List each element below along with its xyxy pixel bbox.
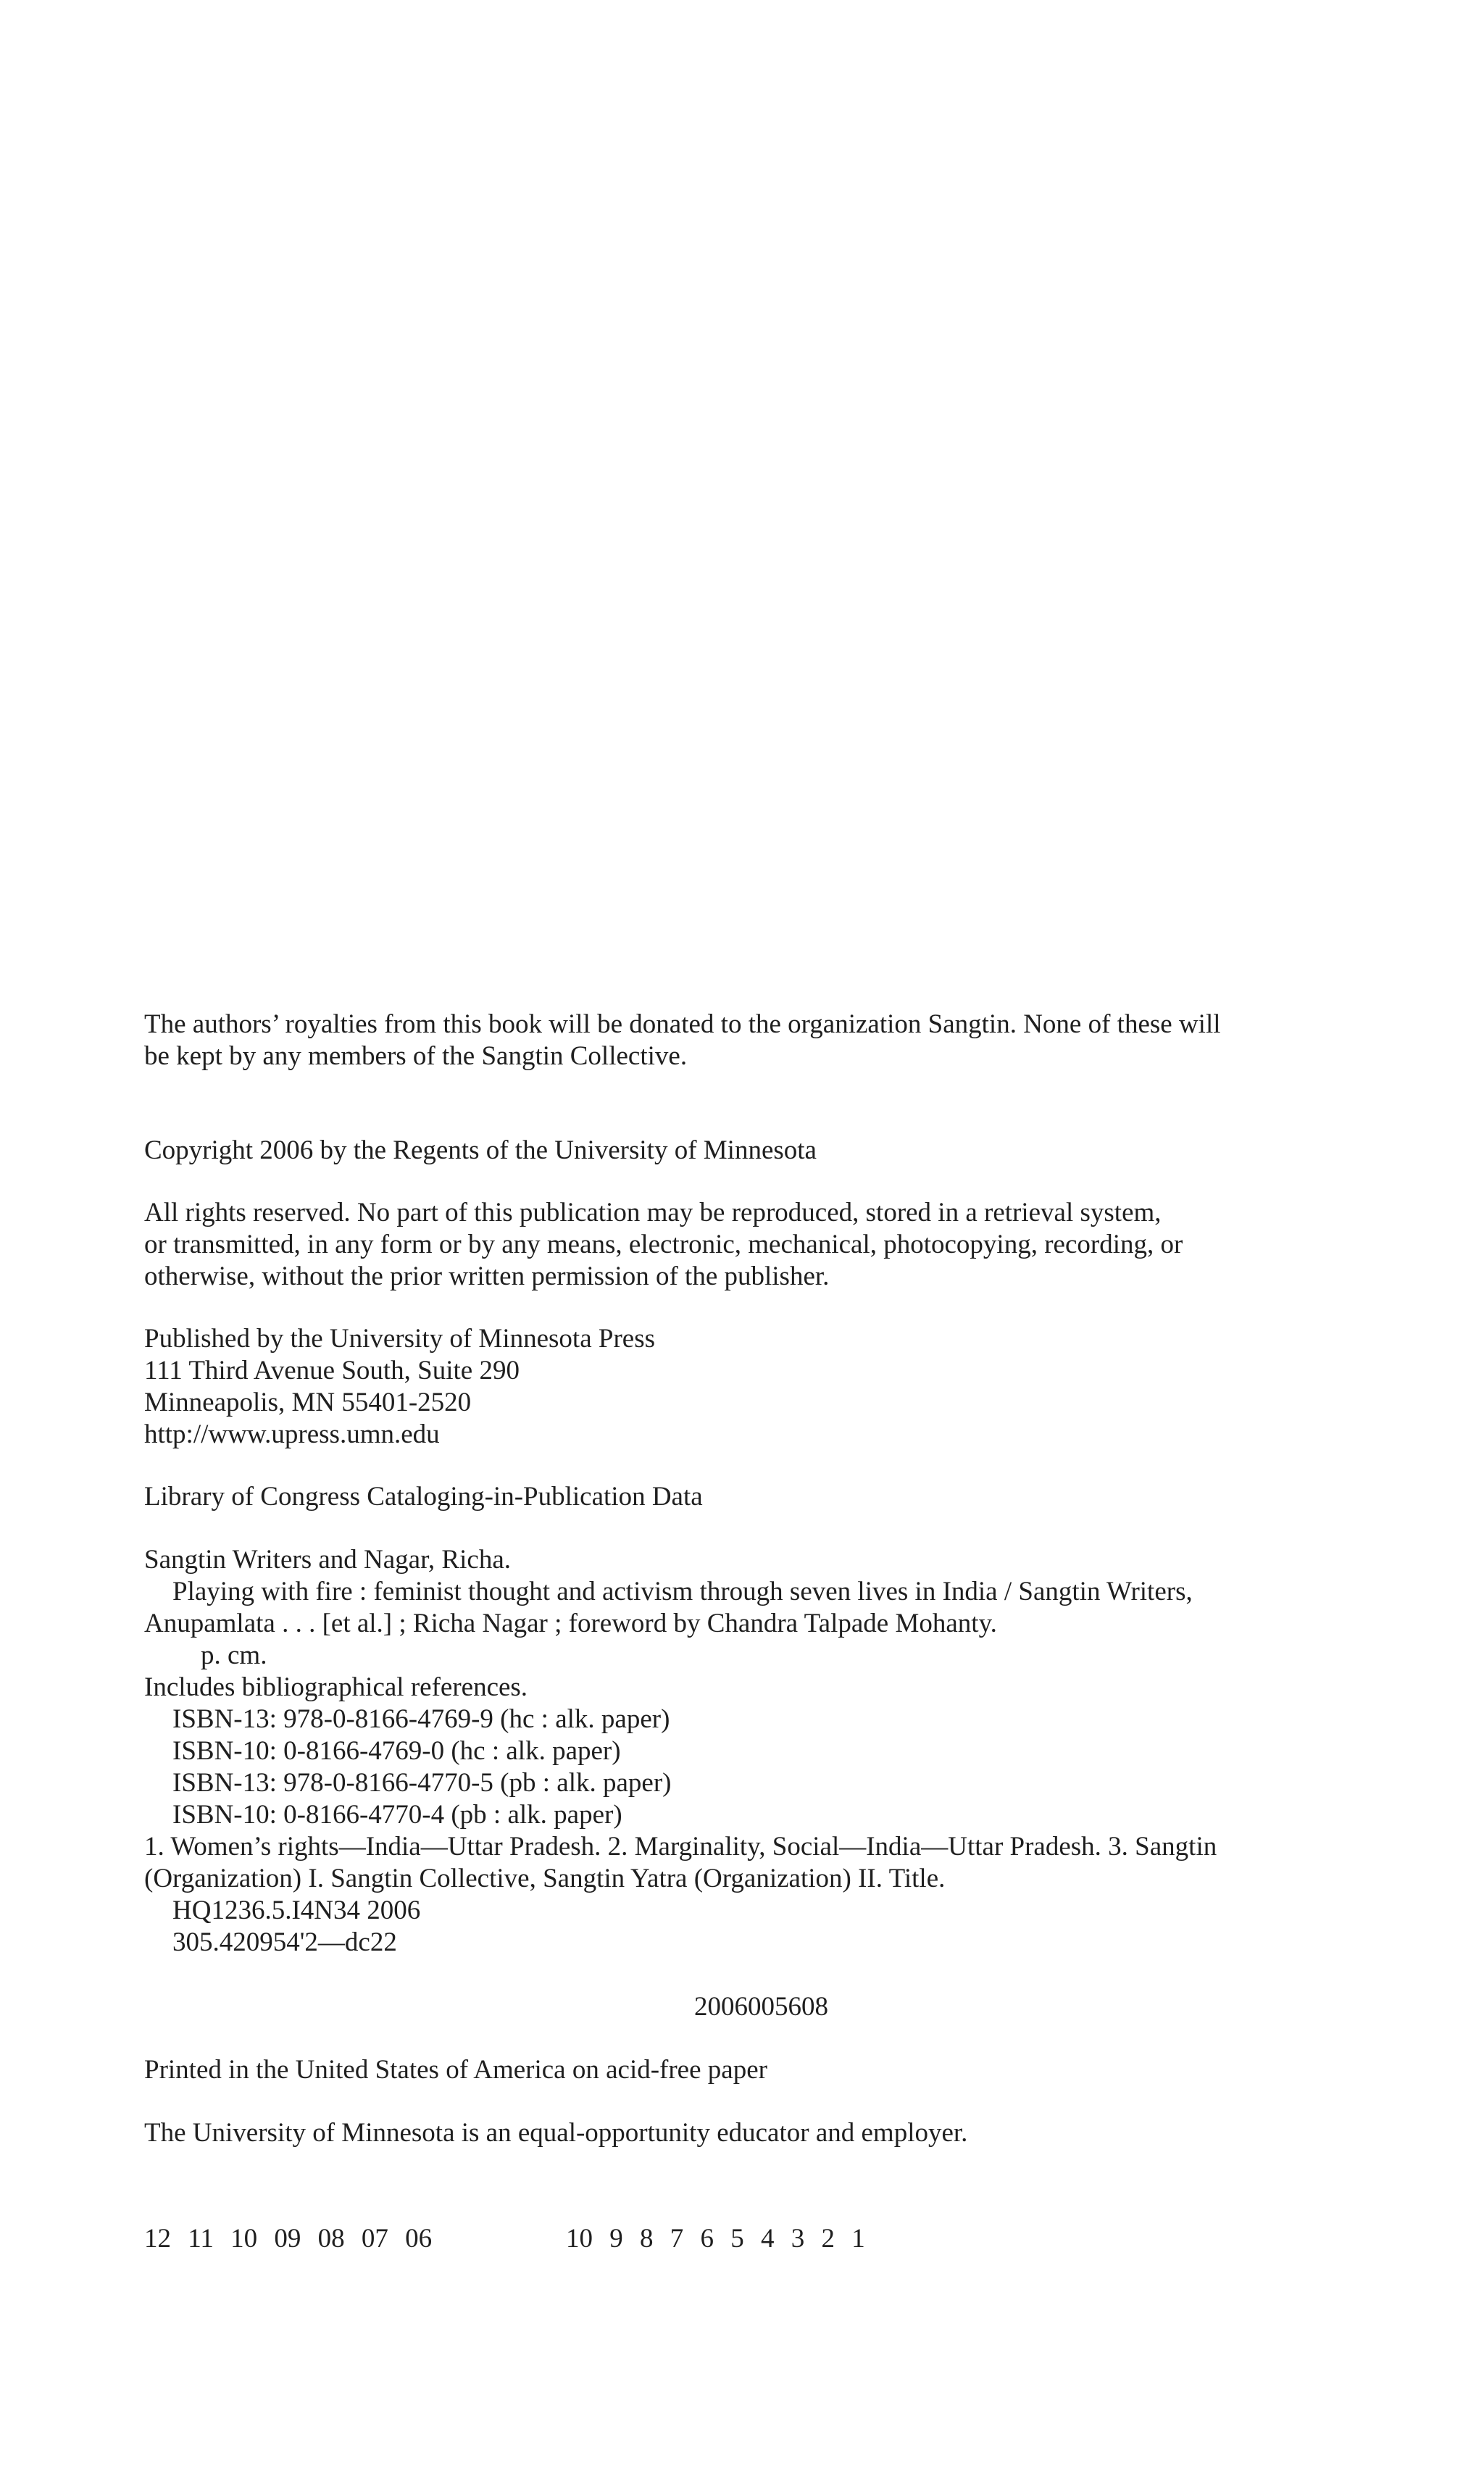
equal-opportunity-notice xyxy=(144,2117,1376,2149)
printed-line: Printed in the United States of America on acid-free paper xyxy=(144,2055,767,2085)
cip-pcm: p. cm. xyxy=(201,1640,267,1670)
cip-dewey: 305.420954'2—dc22 xyxy=(172,1927,397,1957)
copyright-line: Copyright 2006 by the Regents of the University of Minnesota xyxy=(144,1135,817,1165)
cip-author: Sangtin Writers and Nagar, Richa. xyxy=(144,1545,511,1575)
cip-lccn: 2006005608 xyxy=(694,1992,828,2022)
rights-notice xyxy=(144,1197,1376,1293)
cip-isbn-2: ISBN-10: 0-8166-4769-0 (hc : alk. paper) xyxy=(172,1736,621,1766)
cip-subjects-line-1: 1. Women’s rights—India—Uttar Pradesh. 2. Marginality, Social—India—Uttar Pradesh. 3. Sangtin xyxy=(144,1832,1217,1861)
copyright-notice xyxy=(144,1135,1376,1167)
cip-subjects-line-2: (Organization) I. Sangtin Collective, Sangtin Yatra (Organization) II. Title. xyxy=(144,1864,946,1893)
royalties-notice xyxy=(144,1009,1376,1072)
rights-line-1: All rights reserved. No part of this publication may be reproduced, stored in a retrieval system, xyxy=(144,1198,1162,1227)
cip-heading xyxy=(144,1481,1376,1513)
publisher-address xyxy=(144,1323,1376,1451)
publisher-name: Published by the University of Minnesota Press xyxy=(144,1324,656,1354)
cip-title-line-1: Playing with fire : feminist thought and activism through seven lives in India / Sangtin Writers, xyxy=(172,1577,1193,1606)
publisher-city: Minneapolis, MN 55401-2520 xyxy=(144,1388,472,1417)
equal-opportunity-line: The University of Minnesota is an equal-opportunity educator and employer. xyxy=(144,2118,968,2148)
cip-isbn-4: ISBN-10: 0-8166-4770-4 (pb : alk. paper) xyxy=(172,1800,622,1830)
cip-includes: Includes bibliographical references. xyxy=(144,1672,528,1702)
publisher-street: 111 Third Avenue South, Suite 290 xyxy=(144,1356,520,1385)
rights-line-2: or transmitted, in any form or by any means, electronic, mechanical, photocopying, recording, or xyxy=(144,1230,1183,1259)
cip-isbn-3: ISBN-13: 978-0-8166-4770-5 (pb : alk. paper) xyxy=(172,1768,672,1798)
printing-years: 12 11 10 09 08 07 06 xyxy=(144,2224,433,2254)
royalties-line-2: be kept by any members of the Sangtin Collective. xyxy=(144,1041,688,1071)
cip-isbn-1: ISBN-13: 978-0-8166-4769-9 (hc : alk. paper) xyxy=(172,1704,670,1734)
royalties-line-1: The authors’ royalties from this book will be donated to the organization Sangtin. None of these will xyxy=(144,1009,1221,1039)
cip-record xyxy=(144,1544,1376,1959)
cip-heading-text: Library of Congress Cataloging-in-Publication Data xyxy=(144,1482,703,1512)
cip-title-line-2: Anupamlata . . . [et al.] ; Richa Nagar ; foreword by Chandra Talpade Mohanty. xyxy=(144,1609,997,1638)
rights-line-3: otherwise, without the prior written permission of the publisher. xyxy=(144,1262,830,1291)
cip-lc-class: HQ1236.5.I4N34 2006 xyxy=(172,1896,421,1925)
publisher-url: http://www.upress.umn.edu xyxy=(144,1419,440,1449)
printed-notice xyxy=(144,2054,1376,2086)
printing-numbers: 10 9 8 7 6 5 4 3 2 1 xyxy=(566,2224,865,2254)
